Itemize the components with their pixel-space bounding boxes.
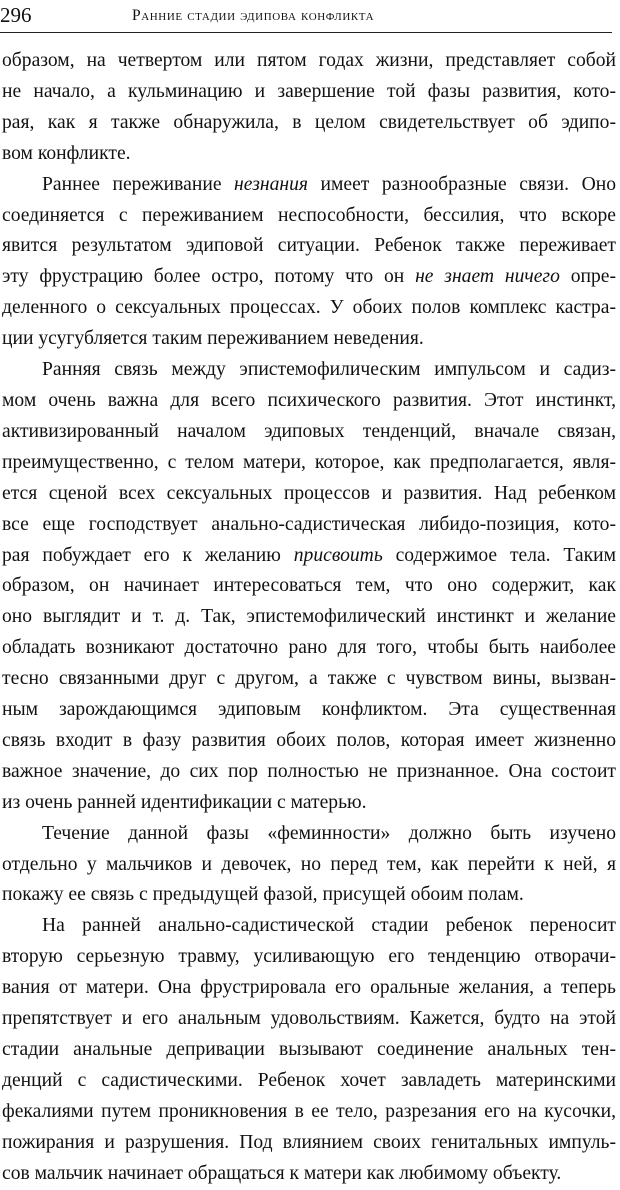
text-line: Раннее переживание незнания имеет разнообразные связи. Оно [42, 173, 617, 195]
text-line: покажу ее связь с предыдущей фазой, присущей обоим полам. [2, 884, 524, 906]
paragraph-p4 [2, 819, 616, 912]
text-line: препятствует и его анальным удовольствиям. Кажется, будто на этой [2, 1008, 616, 1030]
text-line: все еще господствует анально-садистическая либидо-позиция, кото- [2, 513, 616, 535]
text-line: эту фрустрацию более остро, потому что он не знает ничего опре- [2, 266, 617, 288]
text-line: вом конфликте. [2, 142, 131, 164]
text-line: связь входит в фазу развития обоих полов, которая имеет жизненно [2, 729, 616, 751]
text-line: обладать возникают достаточно рано для того, чтобы быть наиболее [2, 637, 616, 659]
paragraph-p3 [2, 355, 616, 819]
paragraph-p2 [2, 170, 616, 355]
page-number: 296 [0, 3, 32, 27]
text-line: не начало, а кульминацию и завершение той фазы развития, кото- [2, 80, 616, 102]
text-line: соединяется с переживанием неспособности, бессилия, что вскоре [2, 204, 616, 226]
emphasis-text: не знает ничего [415, 266, 560, 288]
text-line: ции усугубляется таким переживанием неведения. [2, 328, 424, 350]
text-line: явится результатом эдиповой ситуации. Ребенок также переживает [2, 235, 616, 257]
text-line: мом очень важна для всего психического развития. Этот инстинкт, [2, 389, 616, 411]
text-line: Течение данной фазы «феминности» должно быть изучено [42, 822, 616, 844]
text-line: из очень ранней идентификации с матерью. [2, 791, 367, 813]
body-text [2, 46, 616, 1190]
emphasis-text: присвоить [293, 544, 383, 566]
text-line: отдельно у мальчиков и девочек, но перед тем, как перейти к ней, я [2, 853, 616, 875]
text-line: важное значение, до сих пор полностью не признанное. Она состоит [2, 760, 616, 782]
text-line: денций с садистическими. Ребенок хочет завладеть материнскими [2, 1069, 616, 1091]
paragraph-p1 [2, 46, 616, 170]
text-line: активизированный началом эдиповых тенденций, вначале связан, [2, 420, 616, 442]
text-line: оно выглядит и т. д. Так, эпистемофилический инстинкт и желание [2, 606, 616, 628]
text-line: пожирания и разрушения. Под влиянием своих генитальных импуль- [2, 1131, 616, 1153]
text-line: ным зарождающимся эдиповым конфликтом. Эта существенная [2, 699, 616, 721]
text-line: вания от матери. Она фрустрировала его оральные желания, а теперь [2, 977, 616, 999]
text-line: На ранней анально-садистической стадии ребенок переносит [42, 915, 616, 937]
text-line: деленного о сексуальных процессах. У обоих полов комплекс кастра- [2, 297, 616, 319]
text-line: стадии анальные депривации вызывают соединение анальных тен- [2, 1039, 616, 1060]
text-line: ется сценой всех сексуальных процессов и развития. Над ребенком [2, 482, 616, 504]
text-line: рая, как я также обнаружила, в целом свидетельствует об эдипо- [2, 111, 616, 133]
text-line: тесно связанными друг с другом, а также с чувством вины, вызван- [2, 668, 616, 690]
text-line: рая побуждает его к желанию присвоить содержимое тела. Таким [2, 544, 616, 566]
page-header [0, 2, 612, 33]
text-line: Ранняя связь между эпистемофилическим импульсом и садиз- [42, 359, 616, 381]
text-line: вторую серьезную травму, усиливающую его тенденцию отворачи- [2, 946, 616, 968]
text-line: образом, он начинает интересоваться тем, что оно содержит, как [2, 575, 616, 597]
emphasis-text: незнания [234, 173, 308, 195]
text-line: сов мальчик начинает обращаться к матери как любимому объекту. [2, 1162, 562, 1184]
text-line: фекалиями путем проникновения в ее тело, разрезания его на кусочки, [2, 1100, 616, 1122]
text-line: преимущественно, с телом матери, которое, как предполагается, явля- [2, 451, 616, 473]
running-title: Ранние стадии эдипова конфликта [132, 7, 375, 24]
paragraph-p5 [2, 911, 616, 1189]
text-line: образом, на четвертом или пятом годах жизни, представляет собой [2, 50, 616, 71]
